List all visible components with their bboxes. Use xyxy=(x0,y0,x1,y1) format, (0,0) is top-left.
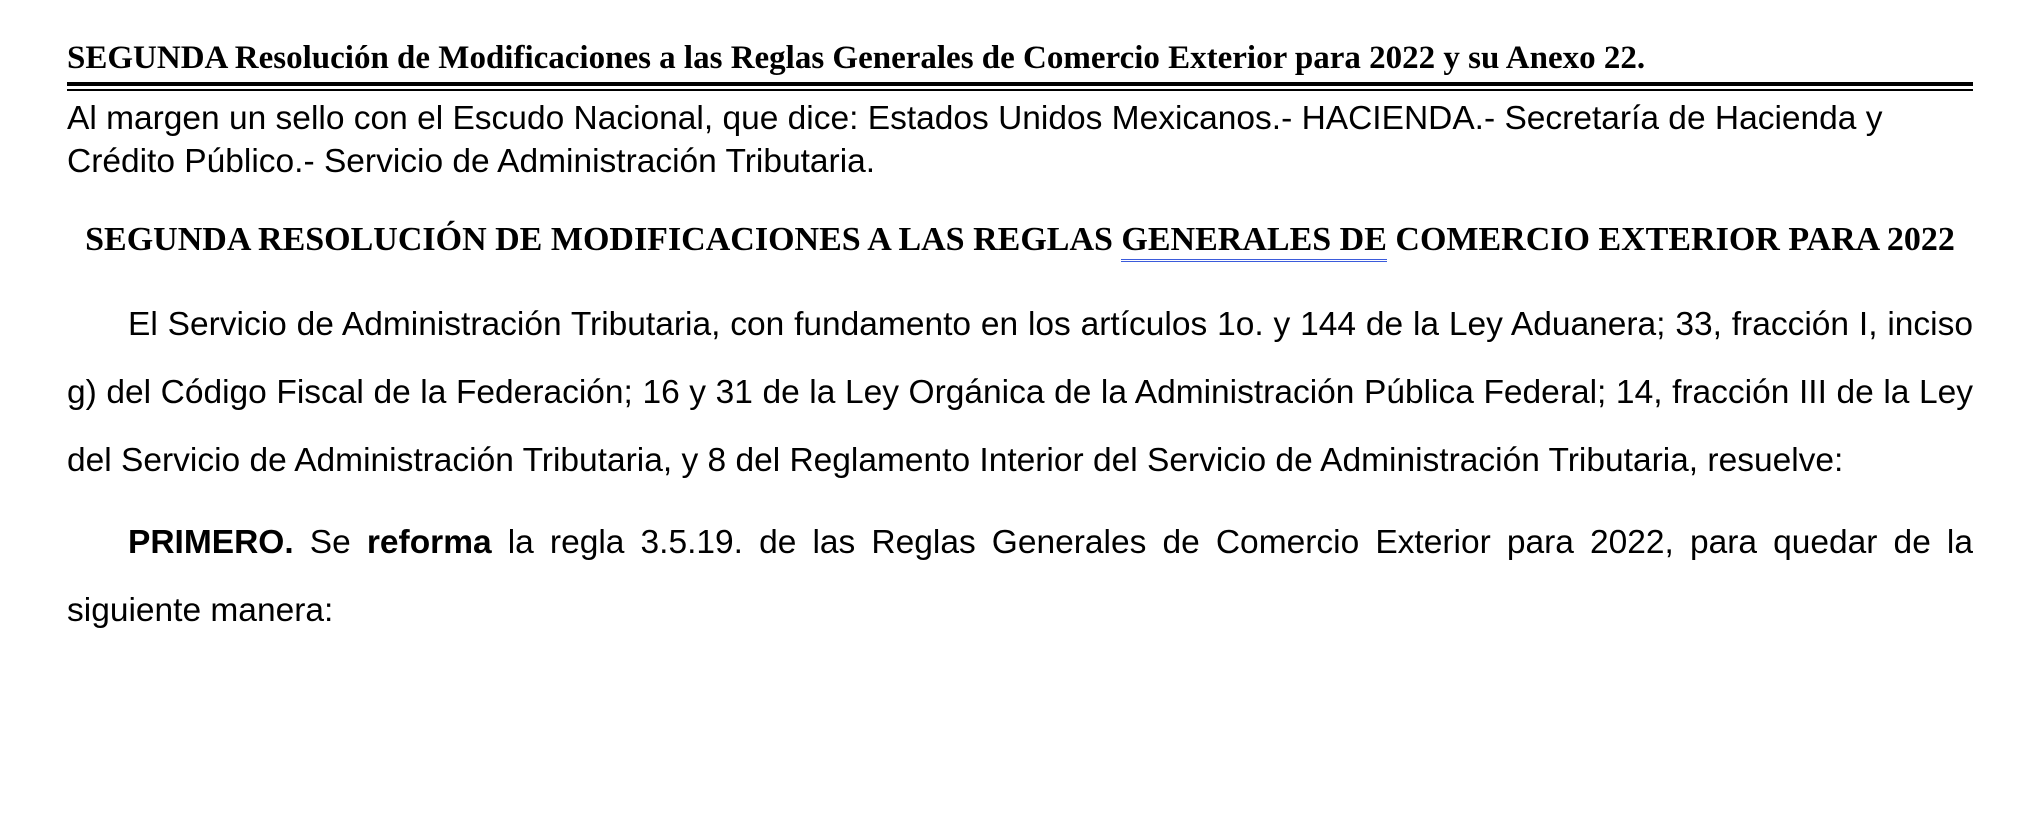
document-title: SEGUNDA Resolución de Modificaciones a las Reglas Generales de Comercio Exterior para 2022 y su Anexo 22. xyxy=(67,40,1646,76)
primero-paragraph xyxy=(67,509,1973,645)
legal-basis-paragraph: El Servicio de Administración Tributaria, con fundamento en los artículos 1o. y 144 de la Ley Aduanera; 33, fracción I, inciso g) del Código Fiscal de la Federación; 16 y 31 de la Ley Orgánica de la Administración Pública Federal; 14, fracción III de la Ley del Servicio de Administración Tributaria, y 8 del Reglamento Interior del Servicio de Administración Tributaria, resuelve: xyxy=(67,306,1973,479)
primero-text-2: la regla 3.5.19. de las Reglas Generales de Comercio Exterior para 2022, para quedar de la siguiente manera: xyxy=(67,524,1974,629)
document-page xyxy=(67,0,1973,645)
title-rule-thick xyxy=(67,82,1973,86)
heading-underlined-text: GENERALES DE xyxy=(1121,221,1386,262)
heading-text-start: SEGUNDA RESOLUCIÓN DE MODIFICACIONES A LAS REGLAS xyxy=(85,221,1122,258)
primero-bold-word: reforma xyxy=(366,524,492,561)
resolution-heading xyxy=(67,207,1973,273)
primero-text-1: Se xyxy=(293,524,367,561)
heading-text-end: COMERCIO EXTERIOR PARA 2022 xyxy=(1386,221,1955,258)
primero-label: PRIMERO. xyxy=(128,524,294,561)
title-rule-thin xyxy=(67,89,1973,91)
seal-margin-note: Al margen un sello con el Escudo Nacional, que dice: Estados Unidos Mexicanos.- HACIENDA.- Secretaría de Hacienda y Crédito Público.- Servicio de Administración Tributaria. xyxy=(67,100,1883,180)
